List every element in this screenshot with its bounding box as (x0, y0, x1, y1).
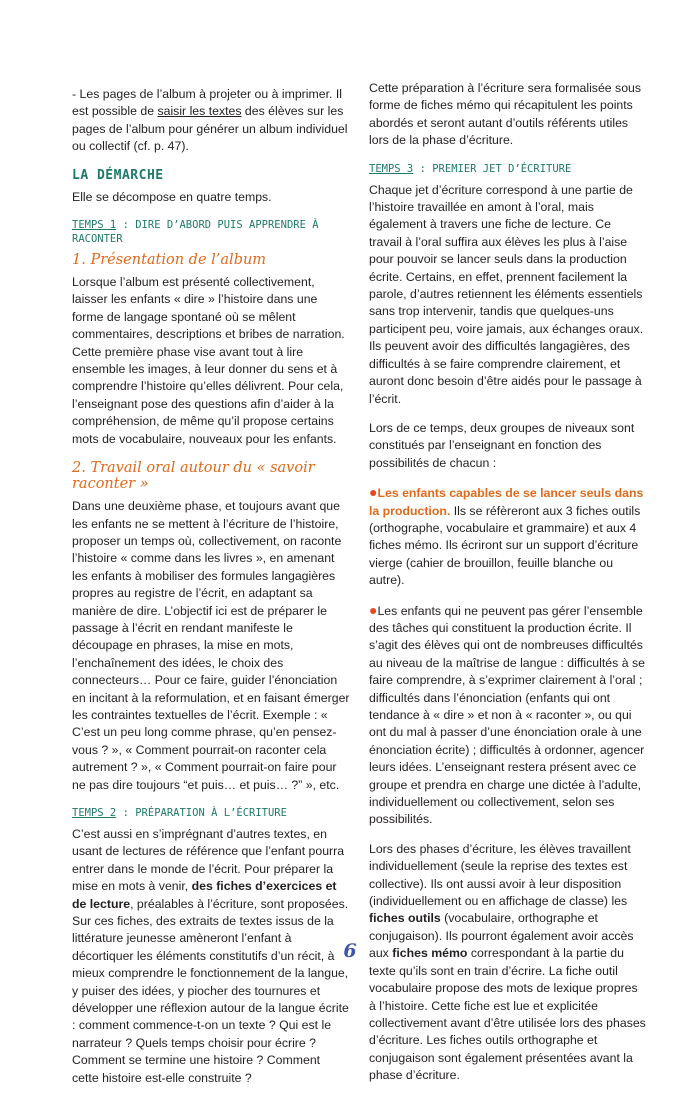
temps3-heading (369, 162, 647, 176)
bullet-1-text: Ils se réfèreront aux 3 fiches outils (orthographe, vocabulaire et grammaire) et aux 4 fiches mémo. Ils écriront sur un support d’écriture vierge (cahier de brouillon, feuille blanche ou autre). (369, 503, 641, 588)
page-number: 6 (343, 940, 357, 962)
subsection-1-text: Lorsque l’album est présenté collectivement, laisser les enfants « dire » l’histoire dans une forme de langage spontané où se mêlent commentaires, descriptions et bribes de narration. Cette première phase vise avant tout à lire ensemble les images, à leur donner du sens et à comprendre l’histoire qu’elles délivrent. Pour cela, l’enseignant pose des questions afin d’aider à la compréhension, de même qu’il propose certains mots de vocabulaire, nouveaux pour les enfants. (72, 275, 345, 446)
writing-phases-paragraph (369, 841, 647, 1085)
temps2-label: TEMPS 2 (72, 807, 117, 819)
subsection-1-title: 1. Présentation de l’album (72, 252, 267, 269)
bullet-dot-icon: ● (369, 484, 378, 501)
intro-paragraph (72, 86, 350, 156)
groups-paragraph: Lors de ce temps, deux groupes de niveaux sont constitués par l’enseignant en fonction des possibilités de chacun : (369, 420, 635, 470)
temps1-heading (72, 218, 350, 246)
p4-text-a: Lors des phases d’écriture, les élèves travaillent individuellement (seule la reprise des textes est collective). Ils ont aussi avoir à leur disposition (individuellement ou en affichage de classe) les (369, 841, 631, 909)
temps1-label: TEMPS 1 (72, 219, 117, 232)
temps2-text-b: , préalables à l’écriture, sont proposées. Sur ces fiches, des extraits de textes issus de la littérature jeunesse amèneront l’enfant à décortiquer les éléments constitutifs d’un récit, à mieux comprendre le fonctionnement de la langue, y puiser des idées, y piocher des tournures et développer une réflexion autour de la langue écrite : comment commence-t-on un texte ? Qui est le narrateur ? Quels temps choisir pour écrire ? Comment se termine une histoire ? Comment cette histoire est-elle construite ? (72, 896, 349, 1085)
p4-text-c: (vocabulaire, orthographe et conjugaison). Ils pourront également avoir accès aux (369, 911, 634, 961)
temps1-text: : DIRE D’ABORD PUIS APPRENDRE À RACONTER (72, 219, 319, 246)
temps3-label: TEMPS 3 (369, 162, 414, 175)
p4-text-d: correspondant à la partie du texte qu’ils sont en train d’écrire. La fiche outil vocabulaire propose des mots de lexique propres à l’histoire. Cette fiche est lue et explicitée collectivement avant d’être utilisée lors des phases d’écriture. Les fiches outils orthographe et conjugaison sont également présentées avant la phase d’écriture. (369, 946, 646, 1083)
temps2-text: : PRÉPARATION À L’ÉCRITURE (116, 807, 287, 819)
temps2-text-a: C’est aussi en s’imprégnant d’autres textes, en usant de lectures de référence que l’enfant pourra entrer dans le monde de l’écrit. Pour préparer la mise en mots à venir, (72, 827, 345, 894)
subsection-2-title: 2. Travail oral autour du « savoir raconter » (72, 460, 315, 493)
p4-bold-1: fiches outils (369, 911, 441, 926)
saisir-textes-link[interactable]: saisir les textes (157, 104, 242, 119)
right-intro-paragraph: Cette préparation à l’écriture sera formalisée sous forme de fiches mémo qui récapitulent les points abordés et seront autant d’outils référents utiles lors de la phase d’écriture. (369, 81, 642, 148)
intro-text-a: - Les pages de l’album à projeter ou à imprimer. Il est possible de (72, 87, 342, 119)
bullet-item-1 (369, 484, 647, 589)
bullet-item-2 (369, 602, 647, 829)
temps2-heading (72, 806, 350, 820)
bullet-2-text: Les enfants qui ne peuvent pas gérer l’ensemble des tâches qui constituent la production écrite. Il s’agit des élèves qui ont de nombreuses difficultés au niveau de la maîtrise de langue : difficultés à se faire comprendre, à s’exprimer clairement à l’oral ; difficultés dans l’énonciation (enfants qui ont tendance à « dire » et non à « raconter », ou qui ont du mal à passer d’une énonciation orale à une énonciation écrite) ; difficultés à ordonner, agencer leurs idées. L’enseignant restera présent avec ce groupe et prendra en charge une dictée à l’adulte, individuellement ou collectivement, selon ses possibilités. (369, 603, 645, 827)
subsection-2-text: Dans une deuxième phase, et toujours avant que les enfants ne se mettent à l’écriture de l’histoire, proposer un temps où, collectivement, on raconte l’histoire « comme dans les livres », en amenant les enfants à mobiliser des formules langagières propres au registre de l’écrit, en adaptant sa manière de dire. L’objectif ici est de préparer le passage à l’écrit en rendant manifeste le découpage en phrases, la mise en mots, l’enchaînement des idées, le choix des connecteurs… Pour ce faire, guider l’énonciation en incitant à la reformulation, et en faisant émerger les contraintes textuelles de l’écrit. Exemple : « C’est un peu long comme phrase, qu’en pensez-vous ? », « Comment pourrait-on raconter cela autrement ? », « Comment pourrait-on faire pour ne pas dire toujours “et puis… et puis… ?” », etc. (72, 499, 350, 792)
temps3-paragraph: Chaque jet d’écriture correspond à une partie de l’histoire travaillée en amont à l’oral, mais également à travers une fiche de lecture. Ce travail à l’oral suffira aux élèves les plus à l’aise pour pouvoir se lancer seuls dans la production écrite. Certains, en effet, prennent facilement la parole, d’autres retiennent les éléments essentiels sans trop intervenir, tandis que quelques-uns participent peu, voire jamais, aux échanges oraux. Ils peuvent avoir des difficultés langagières, des difficultés à se faire comprendre clairement, et auront donc besoin d’être aidés pour le passage à l’écrit. (369, 182, 644, 406)
demarche-text: Elle se décompose en quatre temps. (72, 189, 272, 204)
intro-text-b: des élèves sur les pages de l’album pour générer un album individuel ou collectif (cf. p. 47). (72, 104, 348, 154)
bullet-dot-icon: ● (369, 601, 378, 618)
temps3-text: : PREMIER JET D’ÉCRITURE (413, 162, 572, 175)
p4-bold-2: fiches mémo (392, 946, 468, 961)
demarche-heading: LA DÉMARCHE (72, 167, 164, 183)
temps2-bold: des fiches d’exercices et de lecture (72, 879, 337, 911)
bullet-1-bold: Les enfants capables de se lancer seuls dans la production. (369, 486, 644, 518)
